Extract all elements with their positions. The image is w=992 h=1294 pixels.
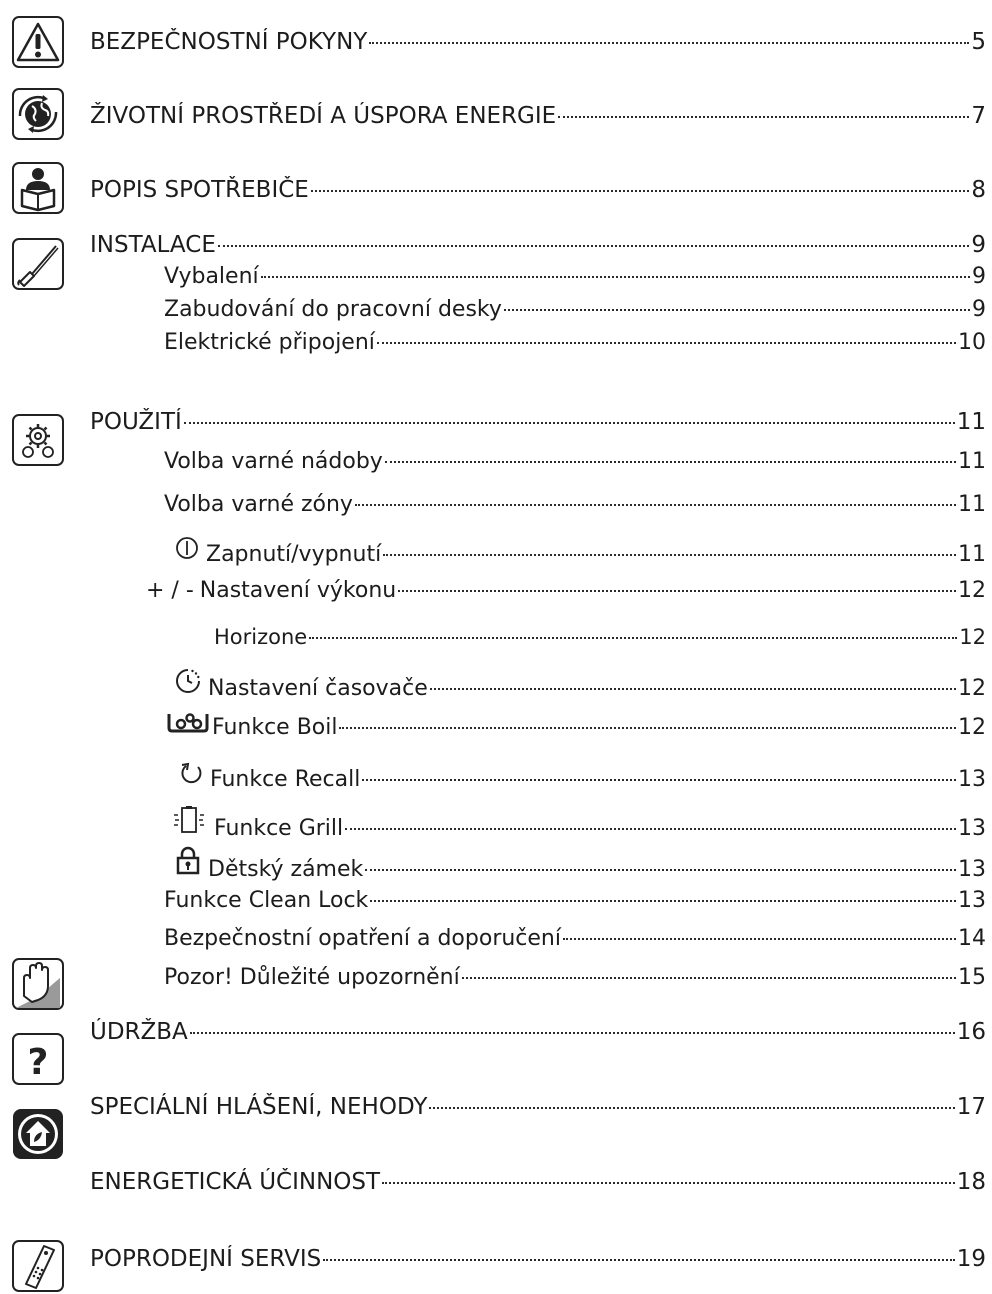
toc-page-number: 13 xyxy=(958,767,986,792)
grill-icon xyxy=(170,805,210,835)
toc-page-number: 13 xyxy=(958,816,986,841)
plus-minus-prefix: + / - xyxy=(146,578,194,603)
toc-page-number: 11 xyxy=(956,409,986,435)
dot-leader xyxy=(339,727,956,729)
toc-entry[interactable] xyxy=(90,231,986,259)
toc-entry[interactable] xyxy=(90,28,986,56)
toc-subentry[interactable] xyxy=(174,535,986,569)
screwdriver-icon xyxy=(10,236,66,292)
cleaning-hand-icon xyxy=(10,956,66,1012)
toc-subentry[interactable] xyxy=(174,846,986,884)
dot-leader xyxy=(370,900,956,902)
toc-subtitle: Nastavení časovače xyxy=(208,676,428,701)
toc-page-number: 19 xyxy=(956,1246,986,1272)
dot-leader xyxy=(311,190,970,192)
toc-entry[interactable] xyxy=(90,1093,986,1121)
toc-page-number: 7 xyxy=(971,103,986,129)
toc-page-number: 16 xyxy=(956,1019,986,1045)
power-icon xyxy=(174,535,200,561)
reader-icon xyxy=(10,160,66,216)
toc-subtitle: Nastavení výkonu xyxy=(199,578,397,603)
toc-page-number: 12 xyxy=(959,625,986,649)
toc-subentry[interactable] xyxy=(164,491,986,519)
toc-title: POPRODEJNÍ SERVIS xyxy=(90,1246,322,1272)
dot-leader xyxy=(558,116,969,118)
toc-subtitle: Funkce Clean Lock xyxy=(164,888,369,913)
toc-page-number: 12 xyxy=(958,715,986,740)
toc-subentry[interactable] xyxy=(170,805,986,843)
toc-page-number: 17 xyxy=(956,1094,986,1120)
dot-leader xyxy=(355,504,956,506)
toc-subentry[interactable] xyxy=(146,577,986,605)
toc-subentry[interactable] xyxy=(164,887,986,915)
toc-subentry[interactable] xyxy=(164,448,986,476)
dot-leader xyxy=(385,461,956,463)
dot-leader xyxy=(504,309,970,311)
dot-leader xyxy=(430,688,956,690)
dot-leader xyxy=(382,1182,955,1184)
lock-icon xyxy=(174,846,202,876)
dot-leader xyxy=(345,828,956,830)
toc-subentry[interactable] xyxy=(166,710,986,742)
toc-page-number: 9 xyxy=(972,264,986,289)
svg-text:?: ? xyxy=(27,1042,49,1083)
toc-subtitle: Zapnutí/vypnutí xyxy=(206,542,382,567)
toc-subtitle: Bezpečnostní opatření a doporučení xyxy=(164,926,561,951)
dot-leader xyxy=(365,869,956,871)
toc-page-number: 18 xyxy=(956,1169,986,1195)
boil-icon xyxy=(166,710,210,734)
dot-leader xyxy=(362,779,956,781)
toc-page-number: 11 xyxy=(958,542,986,567)
toc-page-number: 8 xyxy=(971,177,986,203)
dot-leader xyxy=(563,938,956,940)
toc-entry[interactable] xyxy=(90,176,986,204)
recall-icon xyxy=(178,760,204,786)
toc-entry[interactable] xyxy=(90,408,986,436)
toc-subtitle: Pozor! Důležité upozornění xyxy=(164,965,460,990)
eco-house-icon xyxy=(10,1106,66,1162)
dot-leader xyxy=(261,276,970,278)
dot-leader xyxy=(383,554,956,556)
toc-subtitle: Vybalení xyxy=(164,264,259,289)
toc-entry[interactable] xyxy=(90,1018,986,1046)
toc-subtitle: Funkce Grill xyxy=(214,816,344,841)
toc-page-number: 13 xyxy=(958,888,986,913)
toc-page-number: 11 xyxy=(958,492,986,517)
globe-recycle-icon xyxy=(10,86,66,142)
toc-page-number: 9 xyxy=(971,232,986,258)
toc-subtitle: Volba varné nádoby xyxy=(164,449,383,474)
toc-subtitle: Zabudování do pracovní desky xyxy=(164,297,502,322)
toc-title: BEZPEČNOSTNÍ POKYNY xyxy=(90,29,368,55)
toc-subentry[interactable] xyxy=(164,925,986,953)
dot-leader xyxy=(184,422,955,424)
toc-page-number: 11 xyxy=(958,449,986,474)
toc-subtitle: Dětský zámek xyxy=(208,857,364,882)
toc-entry[interactable] xyxy=(90,1168,986,1196)
dot-leader xyxy=(462,977,956,979)
toc-entry[interactable] xyxy=(90,1245,986,1273)
dot-leader xyxy=(429,1107,954,1109)
question-icon xyxy=(10,1031,66,1087)
dot-leader xyxy=(309,637,957,639)
toc-page-number: 10 xyxy=(958,330,986,355)
toc-subentry[interactable] xyxy=(178,760,986,794)
toc-page-number: 15 xyxy=(958,965,986,990)
toc-page-number: 13 xyxy=(958,857,986,882)
dot-leader xyxy=(190,1032,955,1034)
toc-subtitle: Funkce Recall xyxy=(210,767,361,792)
toc-subtitle: Volba varné zóny xyxy=(164,492,353,517)
toc-subtitle: Elektrické připojení xyxy=(164,330,375,355)
toc-title: ÚDRŽBA xyxy=(90,1019,188,1045)
toc-subtitle: Horizone xyxy=(214,625,308,649)
timer-icon xyxy=(174,667,202,695)
toc-title: INSTALACE xyxy=(90,232,216,258)
toc-page-number: 9 xyxy=(972,297,986,322)
dot-leader xyxy=(218,245,970,247)
toc-page-number: 12 xyxy=(958,676,986,701)
dot-leader xyxy=(369,42,969,44)
warning-icon xyxy=(10,14,66,70)
toc-subentry[interactable] xyxy=(164,964,986,992)
toc-title: ŽIVOTNÍ PROSTŘEDÍ A ÚSPORA ENERGIE xyxy=(90,103,557,129)
toc-title: SPECIÁLNÍ HLÁŠENÍ, NEHODY xyxy=(90,1094,428,1120)
dot-leader xyxy=(377,342,956,344)
toc-title: ENERGETICKÁ ÚČINNOST xyxy=(90,1169,381,1195)
toc-entry[interactable] xyxy=(90,102,986,130)
phone-icon xyxy=(10,1238,66,1294)
toc-subentry[interactable] xyxy=(174,667,986,703)
dot-leader xyxy=(323,1259,954,1261)
toc-page-number: 14 xyxy=(958,926,986,951)
toc-page-number: 12 xyxy=(958,578,986,603)
toc-subentry[interactable] xyxy=(164,296,986,324)
toc-subtitle: Funkce Boil xyxy=(212,715,338,740)
gears-icon xyxy=(10,412,66,468)
dot-leader xyxy=(398,590,956,592)
toc-subentry[interactable] xyxy=(214,623,986,651)
toc-title: POUŽITÍ xyxy=(90,409,182,435)
toc-title: POPIS SPOTŘEBIČE xyxy=(90,177,309,203)
toc-subentry[interactable] xyxy=(164,329,986,357)
toc-subentry[interactable] xyxy=(164,263,986,291)
toc-page-number: 5 xyxy=(971,29,986,55)
